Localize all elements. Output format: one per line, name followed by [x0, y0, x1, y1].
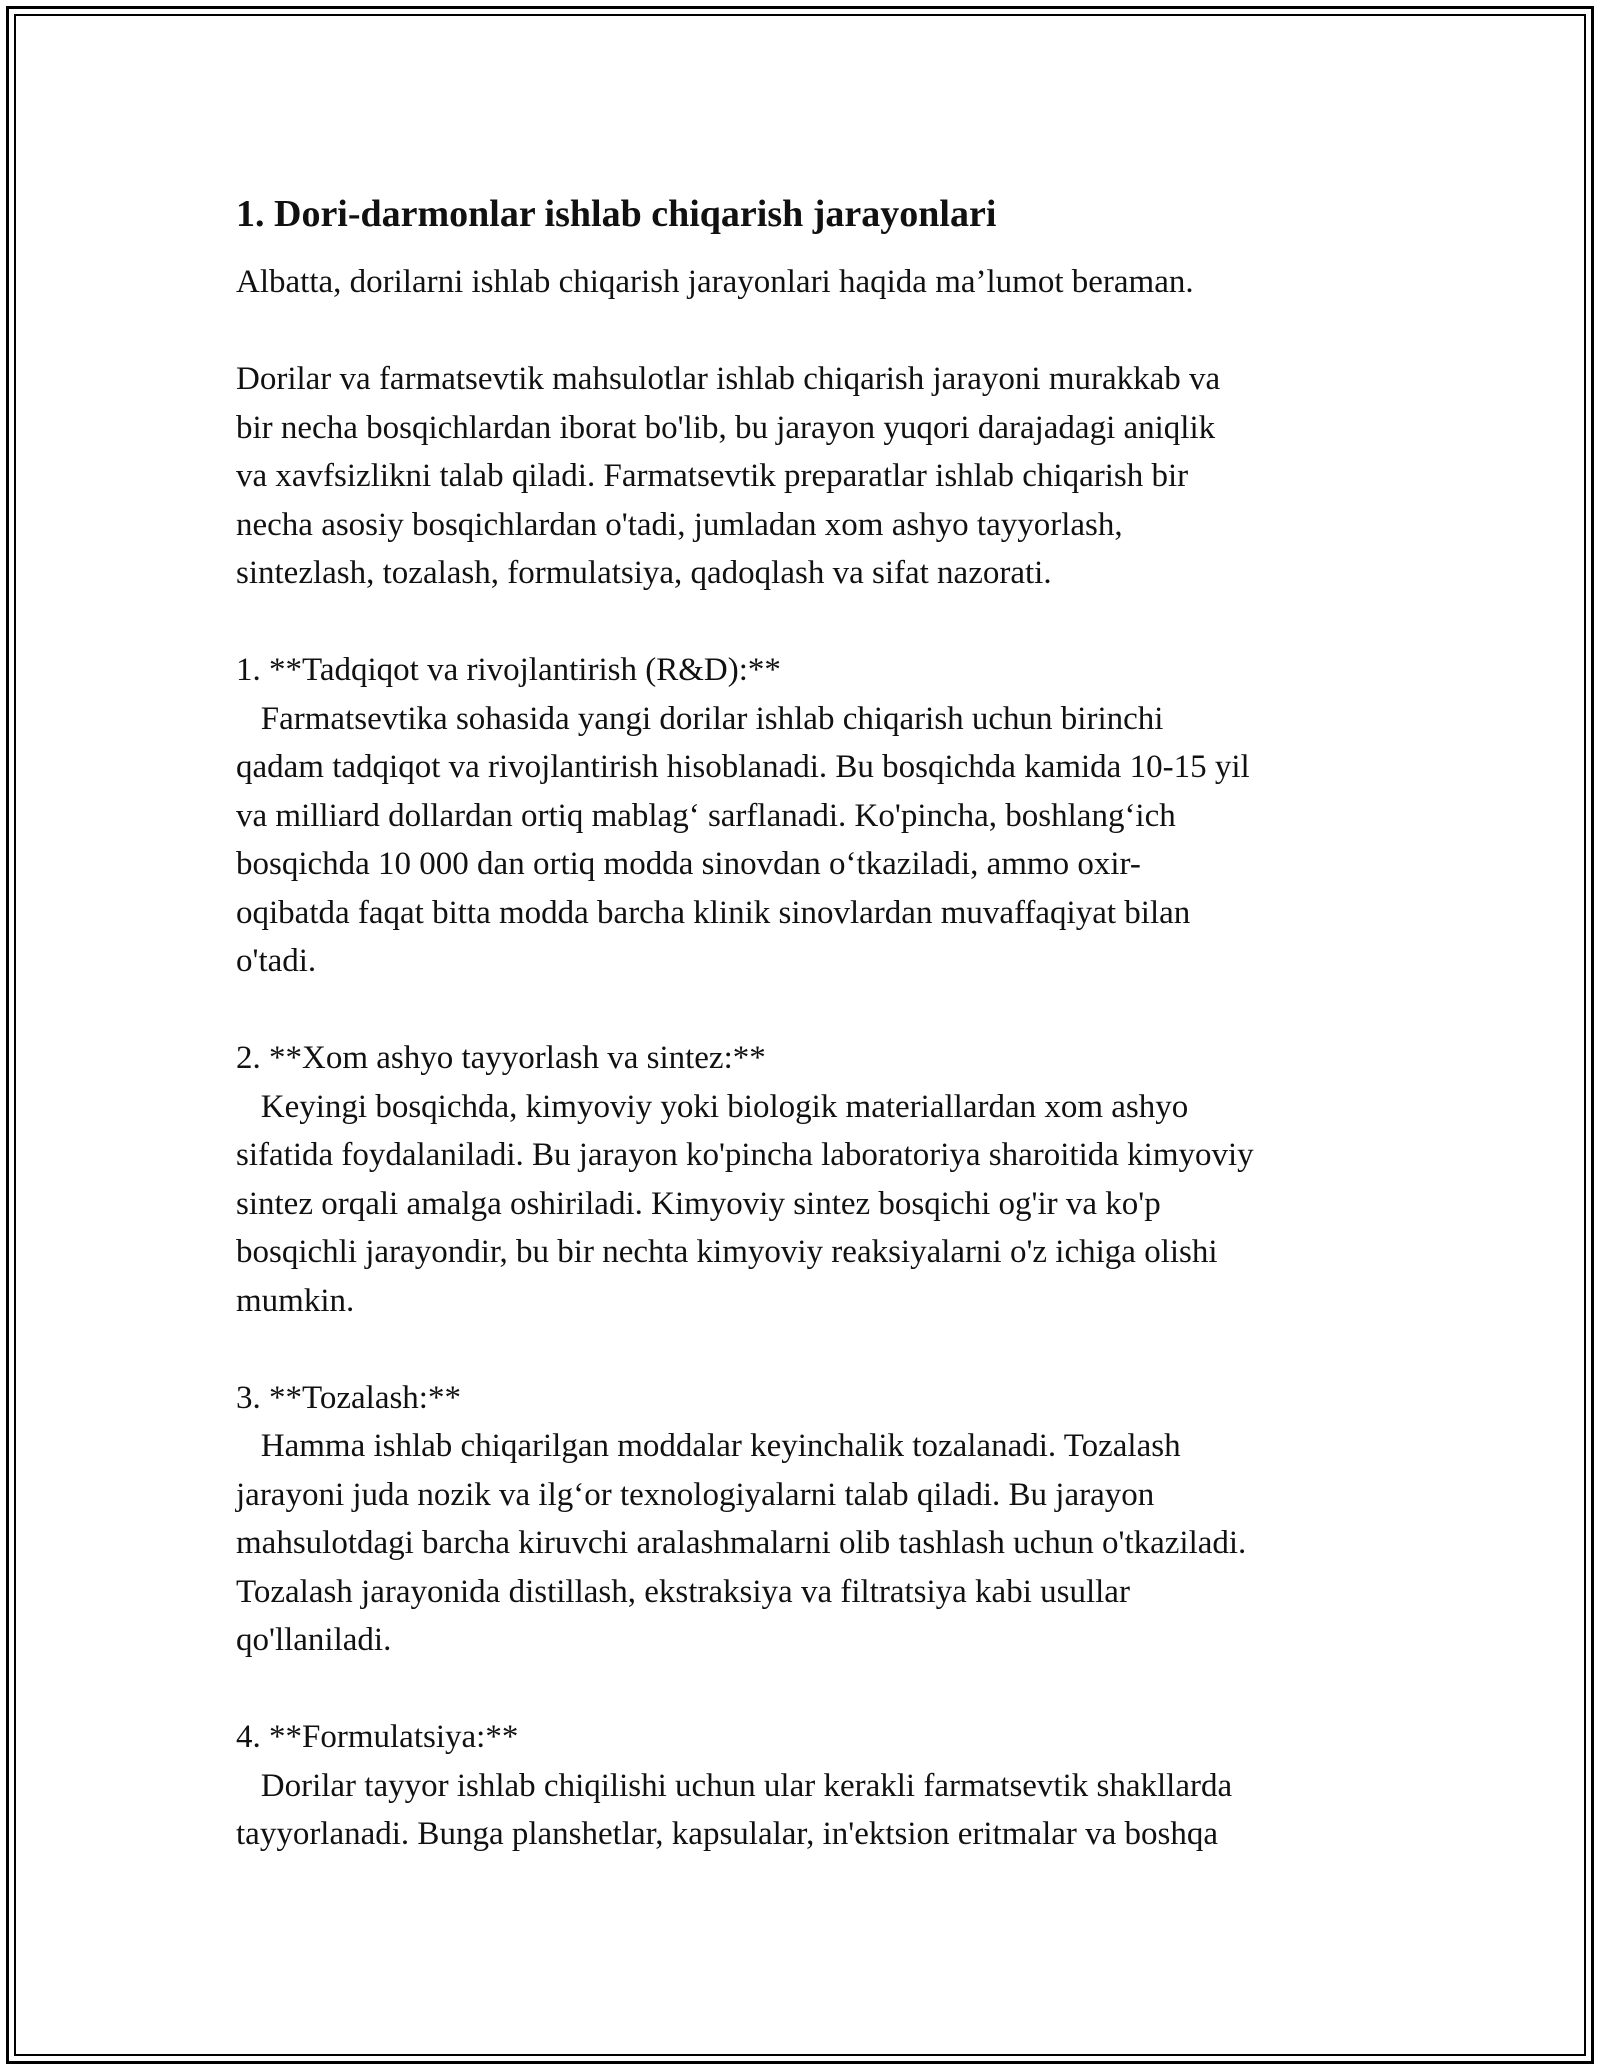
overview-paragraph: Dorilar va farmatsevtik mahsulotlar ishlab chiqarish jarayoni murakkab va bir necha bosqichlardan iborat bo'lib, bu jarayon yuqori darajadagi aniqlik va xavfsizlikni talab qiladi. Farmatsevtik preparatlar ishlab chiqarish bir necha asosiy bosqichlardan o'tadi, jumladan xom ashyo tayyorlash, sintezlash, tozalash, formulatsiya, qadoqlash va sifat nazorati. — [236, 361, 1221, 591]
section-body: Keyingi bosqichda, kimyoviy yoki biologik materiallardan xom ashyo sifatida foydalaniladi. Bu jarayon ko'pincha laboratoriya sharoitida kimyoviy sintez orqali amalga oshiriladi. Kimyoviy sintez bosqichi og'ir va ko'p bosqichli jarayondir, bu bir nechta kimyoviy reaksiyalarni o'z ichiga olishi mumkin. — [236, 1088, 1254, 1319]
section-heading: 1. **Tadqiqot va rivojlantirish (R&D):** — [236, 652, 781, 688]
section-heading: 3. **Tozalash:** — [236, 1379, 461, 1416]
intro-paragraph: Albatta, dorilarni ishlab chiqarish jarayonlari haqida ma’lumot beraman. — [236, 264, 1194, 300]
document-body — [236, 188, 1386, 1859]
section-body: Hamma ishlab chiqarilgan moddalar keyinchalik tozalanadi. Tozalash jarayoni juda nozik va ilg‘or texnologiyalarni talab qiladi. Bu jarayon mahsulotdagi barcha kiruvchi aralashmalarni olib tashlash uchun o'tkaziladi. Tozalash jarayonida distillash, ekstraksiya va filtratsiya kabi usullar qo'llaniladi. — [236, 1428, 1247, 1658]
section-body: Dorilar tayyor ishlab chiqilishi uchun ular kerakli farmatsevtik shakllarda tayyorlanadi. Bunga planshetlar, kapsulalar, in'ektsion eritmalar va boshqa — [236, 1767, 1233, 1852]
section-body: Farmatsevtika sohasida yangi dorilar ishlab chiqarish uchun birinchi qadam tadqiqot va rivojlantirish hisoblanadi. Bu bosqichda kamida 10-15 yil va milliard dollardan ortiq mablag‘ sarflanadi. Ko'pincha, boshlang‘ich bosqichda 10 000 dan ortiq modda sinovdan o‘tkaziladi, ammo oxir- oqibatda faqat bitta modda barcha klinik sinovlardan muvaffaqiyat bilan o'tadi. — [236, 700, 1250, 979]
section-formulation — [236, 1713, 1386, 1859]
section-heading: 2. **Xom ashyo tayyorlash va sintez:** — [236, 1040, 766, 1076]
section-heading: 4. **Formulatsiya:** — [236, 1719, 519, 1755]
page-title: 1. Dori-darmonlar ishlab chiqarish jarayonlari — [236, 193, 997, 235]
section-purification — [236, 1374, 1386, 1665]
section-research — [236, 646, 1386, 986]
section-raw-materials — [236, 1034, 1386, 1325]
